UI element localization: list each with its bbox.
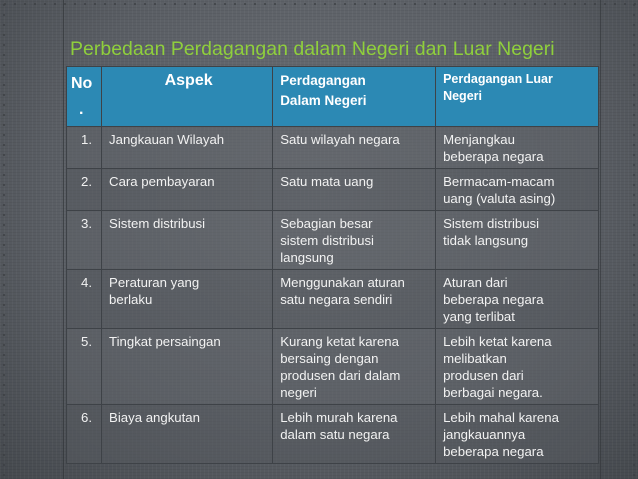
table-header-row: [67, 67, 599, 127]
cell-luar-negeri-line: Aturan dari: [443, 275, 508, 290]
cell-aspek-line: Sistem distribusi: [109, 216, 206, 231]
decorative-right-rule: [600, 0, 601, 479]
cell-luar-negeri-line: Lebih mahal karena: [443, 410, 559, 425]
decorative-left-rule: [63, 0, 64, 479]
header-no-line1: No: [71, 75, 93, 92]
cell-no: 3.: [67, 211, 102, 270]
cell-luar-negeri-line: Lebih ketat karena: [443, 334, 552, 349]
cell-dalam-negeri-line: satu negara sendiri: [280, 292, 393, 307]
cell-luar-negeri-line: Bermacam-macam: [443, 174, 555, 189]
comparison-table: [66, 66, 599, 464]
cell-dalam-negeri-line: bersaing dengan: [280, 351, 379, 366]
table-row: [67, 270, 599, 329]
cell-aspek-line: Cara pembayaran: [109, 174, 215, 189]
header-dalam-negeri: [273, 67, 436, 127]
cell-luar-negeri: [436, 211, 599, 270]
header-luar-negeri: [436, 67, 599, 127]
table-row: [67, 329, 599, 405]
decorative-right-border: [632, 0, 636, 479]
cell-dalam-negeri: [273, 405, 436, 464]
cell-aspek: [102, 169, 273, 211]
cell-aspek: [102, 329, 273, 405]
cell-aspek: [102, 211, 273, 270]
cell-aspek: [102, 127, 273, 169]
cell-luar-negeri: [436, 169, 599, 211]
cell-dalam-negeri-line: sistem distribusi: [280, 233, 374, 248]
cell-luar-negeri-line: Menjangkau: [443, 132, 515, 147]
cell-luar-negeri: [436, 329, 599, 405]
cell-no: 2.: [67, 169, 102, 211]
cell-dalam-negeri-line: Sebagian besar: [280, 216, 373, 231]
cell-dalam-negeri-line: Satu mata uang: [280, 174, 374, 189]
cell-luar-negeri: [436, 405, 599, 464]
cell-luar-negeri-line: tidak langsung: [443, 233, 529, 248]
decorative-top-border: [0, 2, 638, 6]
cell-luar-negeri-line: Sistem distribusi: [443, 216, 540, 231]
cell-dalam-negeri: [273, 127, 436, 169]
cell-aspek-line: Jangkauan Wilayah: [109, 132, 225, 147]
cell-dalam-negeri-line: Lebih murah karena: [280, 410, 398, 425]
cell-luar-negeri: [436, 270, 599, 329]
cell-luar-negeri-line: uang (valuta asing): [443, 191, 556, 206]
header-dalam-negeri-line1: Perdagangan: [280, 73, 366, 88]
cell-no: 5.: [67, 329, 102, 405]
cell-luar-negeri-line: jangkauannya: [443, 427, 526, 442]
slide-title: Perbedaan Perdagangan dalam Negeri dan Luar Negeri: [70, 38, 555, 60]
cell-dalam-negeri-line: produsen dari dalam: [280, 368, 401, 383]
cell-dalam-negeri-line: Menggunakan aturan: [280, 275, 405, 290]
table-row: [67, 211, 599, 270]
cell-dalam-negeri: [273, 169, 436, 211]
cell-dalam-negeri-line: Satu wilayah negara: [280, 132, 400, 147]
table-row: [67, 405, 599, 464]
cell-dalam-negeri: [273, 329, 436, 405]
table-body: [67, 127, 599, 464]
cell-aspek-line: Biaya angkutan: [109, 410, 200, 425]
decorative-left-border: [2, 0, 6, 479]
cell-luar-negeri-line: yang terlibat: [443, 309, 515, 324]
cell-luar-negeri-line: berbagai negara.: [443, 385, 543, 400]
cell-aspek-line: Tingkat persaingan: [109, 334, 221, 349]
cell-dalam-negeri-line: dalam satu negara: [280, 427, 390, 442]
cell-luar-negeri: [436, 127, 599, 169]
header-no: [67, 67, 102, 127]
cell-luar-negeri-line: produsen dari: [443, 368, 524, 383]
header-no-line2: .: [79, 101, 84, 118]
table-row: [67, 127, 599, 169]
header-dalam-negeri-line2: Dalam Negeri: [280, 93, 367, 108]
cell-dalam-negeri-line: langsung: [280, 250, 334, 265]
cell-aspek: [102, 405, 273, 464]
header-aspek: Aspek: [102, 67, 273, 127]
cell-aspek: [102, 270, 273, 329]
cell-luar-negeri-line: beberapa negara: [443, 444, 544, 459]
header-luar-negeri-line1: Perdagangan Luar: [443, 72, 553, 86]
cell-luar-negeri-line: melibatkan: [443, 351, 507, 366]
cell-no: 6.: [67, 405, 102, 464]
header-luar-negeri-line2: Negeri: [443, 89, 482, 103]
cell-luar-negeri-line: beberapa negara: [443, 149, 544, 164]
table-row: [67, 169, 599, 211]
cell-dalam-negeri: [273, 211, 436, 270]
cell-dalam-negeri: [273, 270, 436, 329]
cell-dalam-negeri-line: negeri: [280, 385, 317, 400]
cell-no: 4.: [67, 270, 102, 329]
cell-aspek-line: Peraturan yang: [109, 275, 200, 290]
cell-no: 1.: [67, 127, 102, 169]
cell-luar-negeri-line: beberapa negara: [443, 292, 544, 307]
cell-dalam-negeri-line: Kurang ketat karena: [280, 334, 399, 349]
cell-aspek-line: berlaku: [109, 292, 153, 307]
